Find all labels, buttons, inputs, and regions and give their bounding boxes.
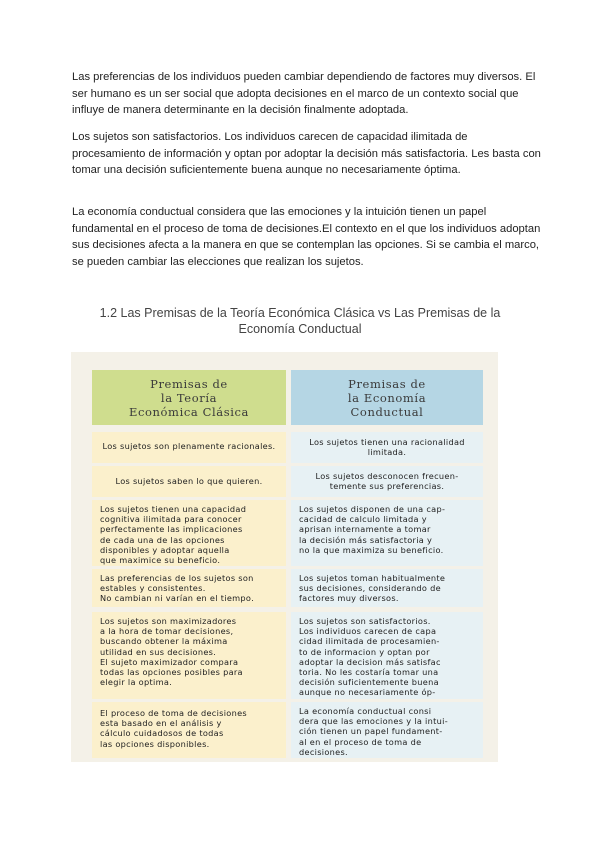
cell-classical-rationality: Los sujetos son plenamente racionales. [92, 432, 286, 463]
paragraph-preferences: Las preferencias de los individuos pueden cambiar dependiendo de factores muy diversos. El ser humano es un ser social que adopta decisiones en el marco de un contexto social que influye de manera determinante en la decisión finalmente adoptada. [72, 71, 536, 116]
paragraph-satisfactory-subjects: Los sujetos son satisfactorios. Los individuos carecen de capacidad ilimitada de procesamiento de información y optan por adoptar la decisión más satisfactoria. Les basta con tomar una decisión suficientemente buena aunque no necesariamente óptima. [72, 131, 541, 176]
premises-comparison-table [71, 352, 498, 762]
section-heading: 1.2 Las Premisas de la Teoría Económica Clásica vs Las Premisas de la Economía Conductual [99, 306, 501, 336]
cell-classical-analysis: El proceso de toma de decisiones esta basado en el análisis y cálculo cuidadosos de todas las opciones disponibles. [92, 702, 286, 758]
cell-behavioral-rationality: Los sujetos tienen una racionalidad limitada. [291, 432, 483, 463]
cell-classical-stable-preferences: Las preferencias de los sujetos son estables y consistentes. No cambian ni varían en el tiempo. [92, 569, 286, 607]
paragraph-behavioral-economics: La economía conductual considera que las emociones y la intuición tienen un papel fundamental en el proceso de toma de decisiones.El contexto en el que los individuos adoptan sus decisiones afecta a la manera en que se contemplan las opciones. Si se cambia el marco, se pueden cambiar las elecciones que realizan los sujetos. [72, 206, 541, 268]
cell-classical-preferences-known: Los sujetos saben lo que quieren. [92, 466, 286, 497]
cell-behavioral-preferences-unknown: Los sujetos desconocen frecuen- temente sus preferencias. [291, 466, 483, 497]
cell-classical-maximizers: Los sujetos son maximizadores a la hora de tomar decisiones, buscando obtener la máxima utilidad en sus decisiones. El sujeto maximizador compara todas las opciones posibles para elegir la optima. [92, 612, 286, 699]
cell-behavioral-cognitive-capacity: Los sujetos disponen de una cap- cacidad de calculo limitada y aprisan internamente a tomar la decisión más satisfactoria y no la que maximiza su beneficio. [291, 500, 483, 566]
header-classical-economics: Premisas de la Teoría Económica Clásica [92, 370, 286, 425]
header-behavioral-economics: Premisas de la Economía Conductual [291, 370, 483, 425]
cell-behavioral-habitual-decisions: Los sujetos toman habitualmente sus decisiones, considerando de factores muy diversos. [291, 569, 483, 607]
cell-classical-cognitive-capacity: Los sujetos tienen una capacidad cognitiva ilimitada para conocer perfectamente las implicaciones de cada una de las opciones disponibles y adoptar aquella que maximice su beneficio. [92, 500, 286, 566]
cell-behavioral-satisfiers: Los sujetos son satisfactorios. Los individuos carecen de capa cidad ilimitada de procesamien- to de informacion y optan por adoptar la decision más satisfac toria. No les costaría tomar una decisión suficientemente buena aunque no necesariamente óp- [291, 612, 483, 699]
cell-behavioral-emotions: La economía conductual consi dera que las emociones y la intui- ción tienen un papel fundament- al en el proceso de toma de decisiones. [291, 702, 483, 758]
